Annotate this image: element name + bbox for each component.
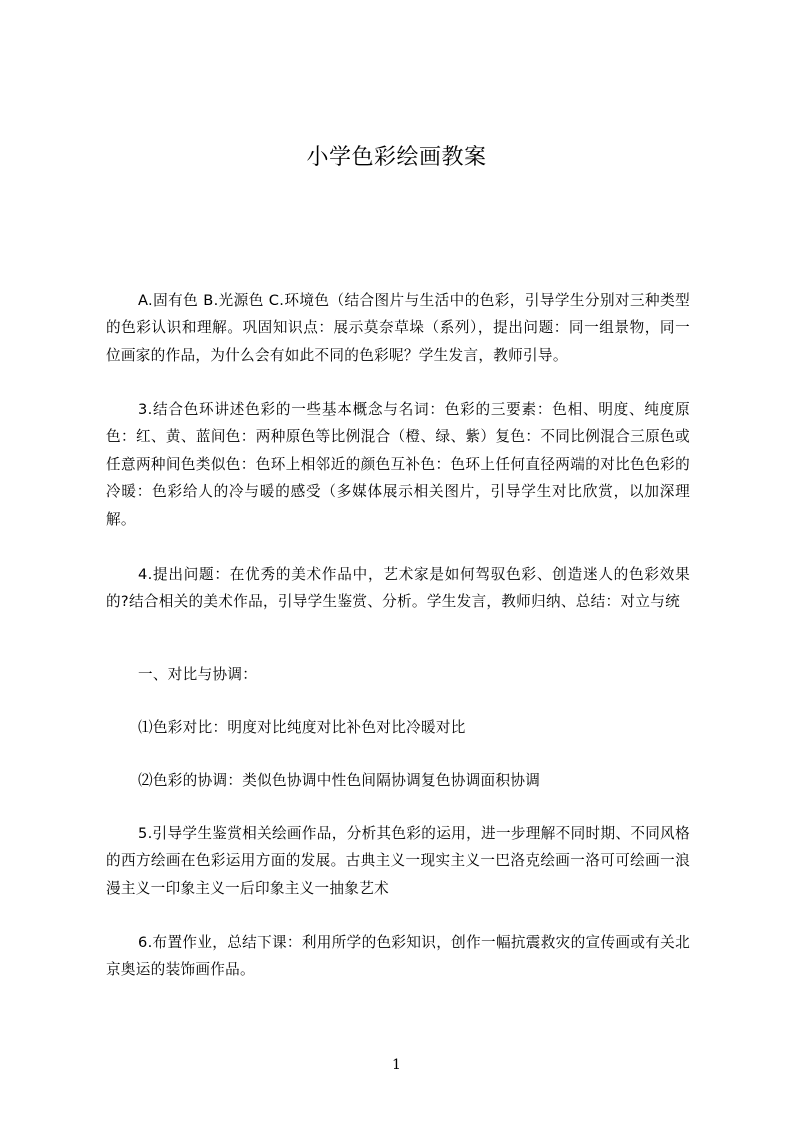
paragraph-appreciation: 5.引导学生鉴赏相关绘画作品，分析其色彩的运用，进一步理解不同时期、不同风格的西方绘画在色彩运用方面的发展。古典主义一现实主义一巴洛克绘画一洛可可绘画一浪漫主义一印象主义一后印象主义一抽象艺术 bbox=[106, 825, 690, 897]
list-item-color-harmony: ⑵色彩的协调：类似色协调中性色间隔协调复色协调面积协调 bbox=[138, 772, 541, 789]
list-item-color-contrast: ⑴色彩对比：明度对比纯度对比补色对比冷暖对比 bbox=[138, 719, 466, 736]
paragraph-homework: 6.布置作业，总结下课：利用所学的色彩知识，创作一幅抗震救灾的宣传画或有关北京奥运的装饰画作品。 bbox=[106, 934, 690, 979]
paragraph-question: 4.提出问题：在优秀的美术作品中，艺术家是如何驾驭色彩、创造迷人的色彩效果的?结合相关的美术作品，引导学生鉴赏、分析。学生发言，教师归纳、总结：对立与统 bbox=[106, 566, 690, 611]
page-number: 1 bbox=[392, 1057, 401, 1073]
document-title: 小学色彩绘画教案 bbox=[306, 145, 487, 170]
section-heading-contrast-harmony: 一、对比与协调： bbox=[138, 666, 258, 683]
paragraph-color-types: A.固有色 B.光源色 C.环境色（结合图片与生活中的色彩，引导学生分别对三种类型的色彩认识和理解。巩固知识点：展示莫奈草垛（系列），提出问题：同一组景物，同一位画家的作品，为什么会有如此不同的色彩呢？学生发言，教师引导。 bbox=[106, 292, 690, 364]
paragraph-color-concepts: 3.结合色环讲述色彩的一些基本概念与名词：色彩的三要素：色相、明度、纯度原色：红、黄、蓝间色：两种原色等比例混合（橙、绿、紫）复色：不同比例混合三原色或任意两种间色类似色：色环上相邻近的颜色互补色：色环上任何直径两端的对比色色彩的冷暖：色彩给人的冷与暖的感受（多媒体展示相关图片，引导学生对比欣赏，以加深理解。 bbox=[106, 401, 690, 528]
